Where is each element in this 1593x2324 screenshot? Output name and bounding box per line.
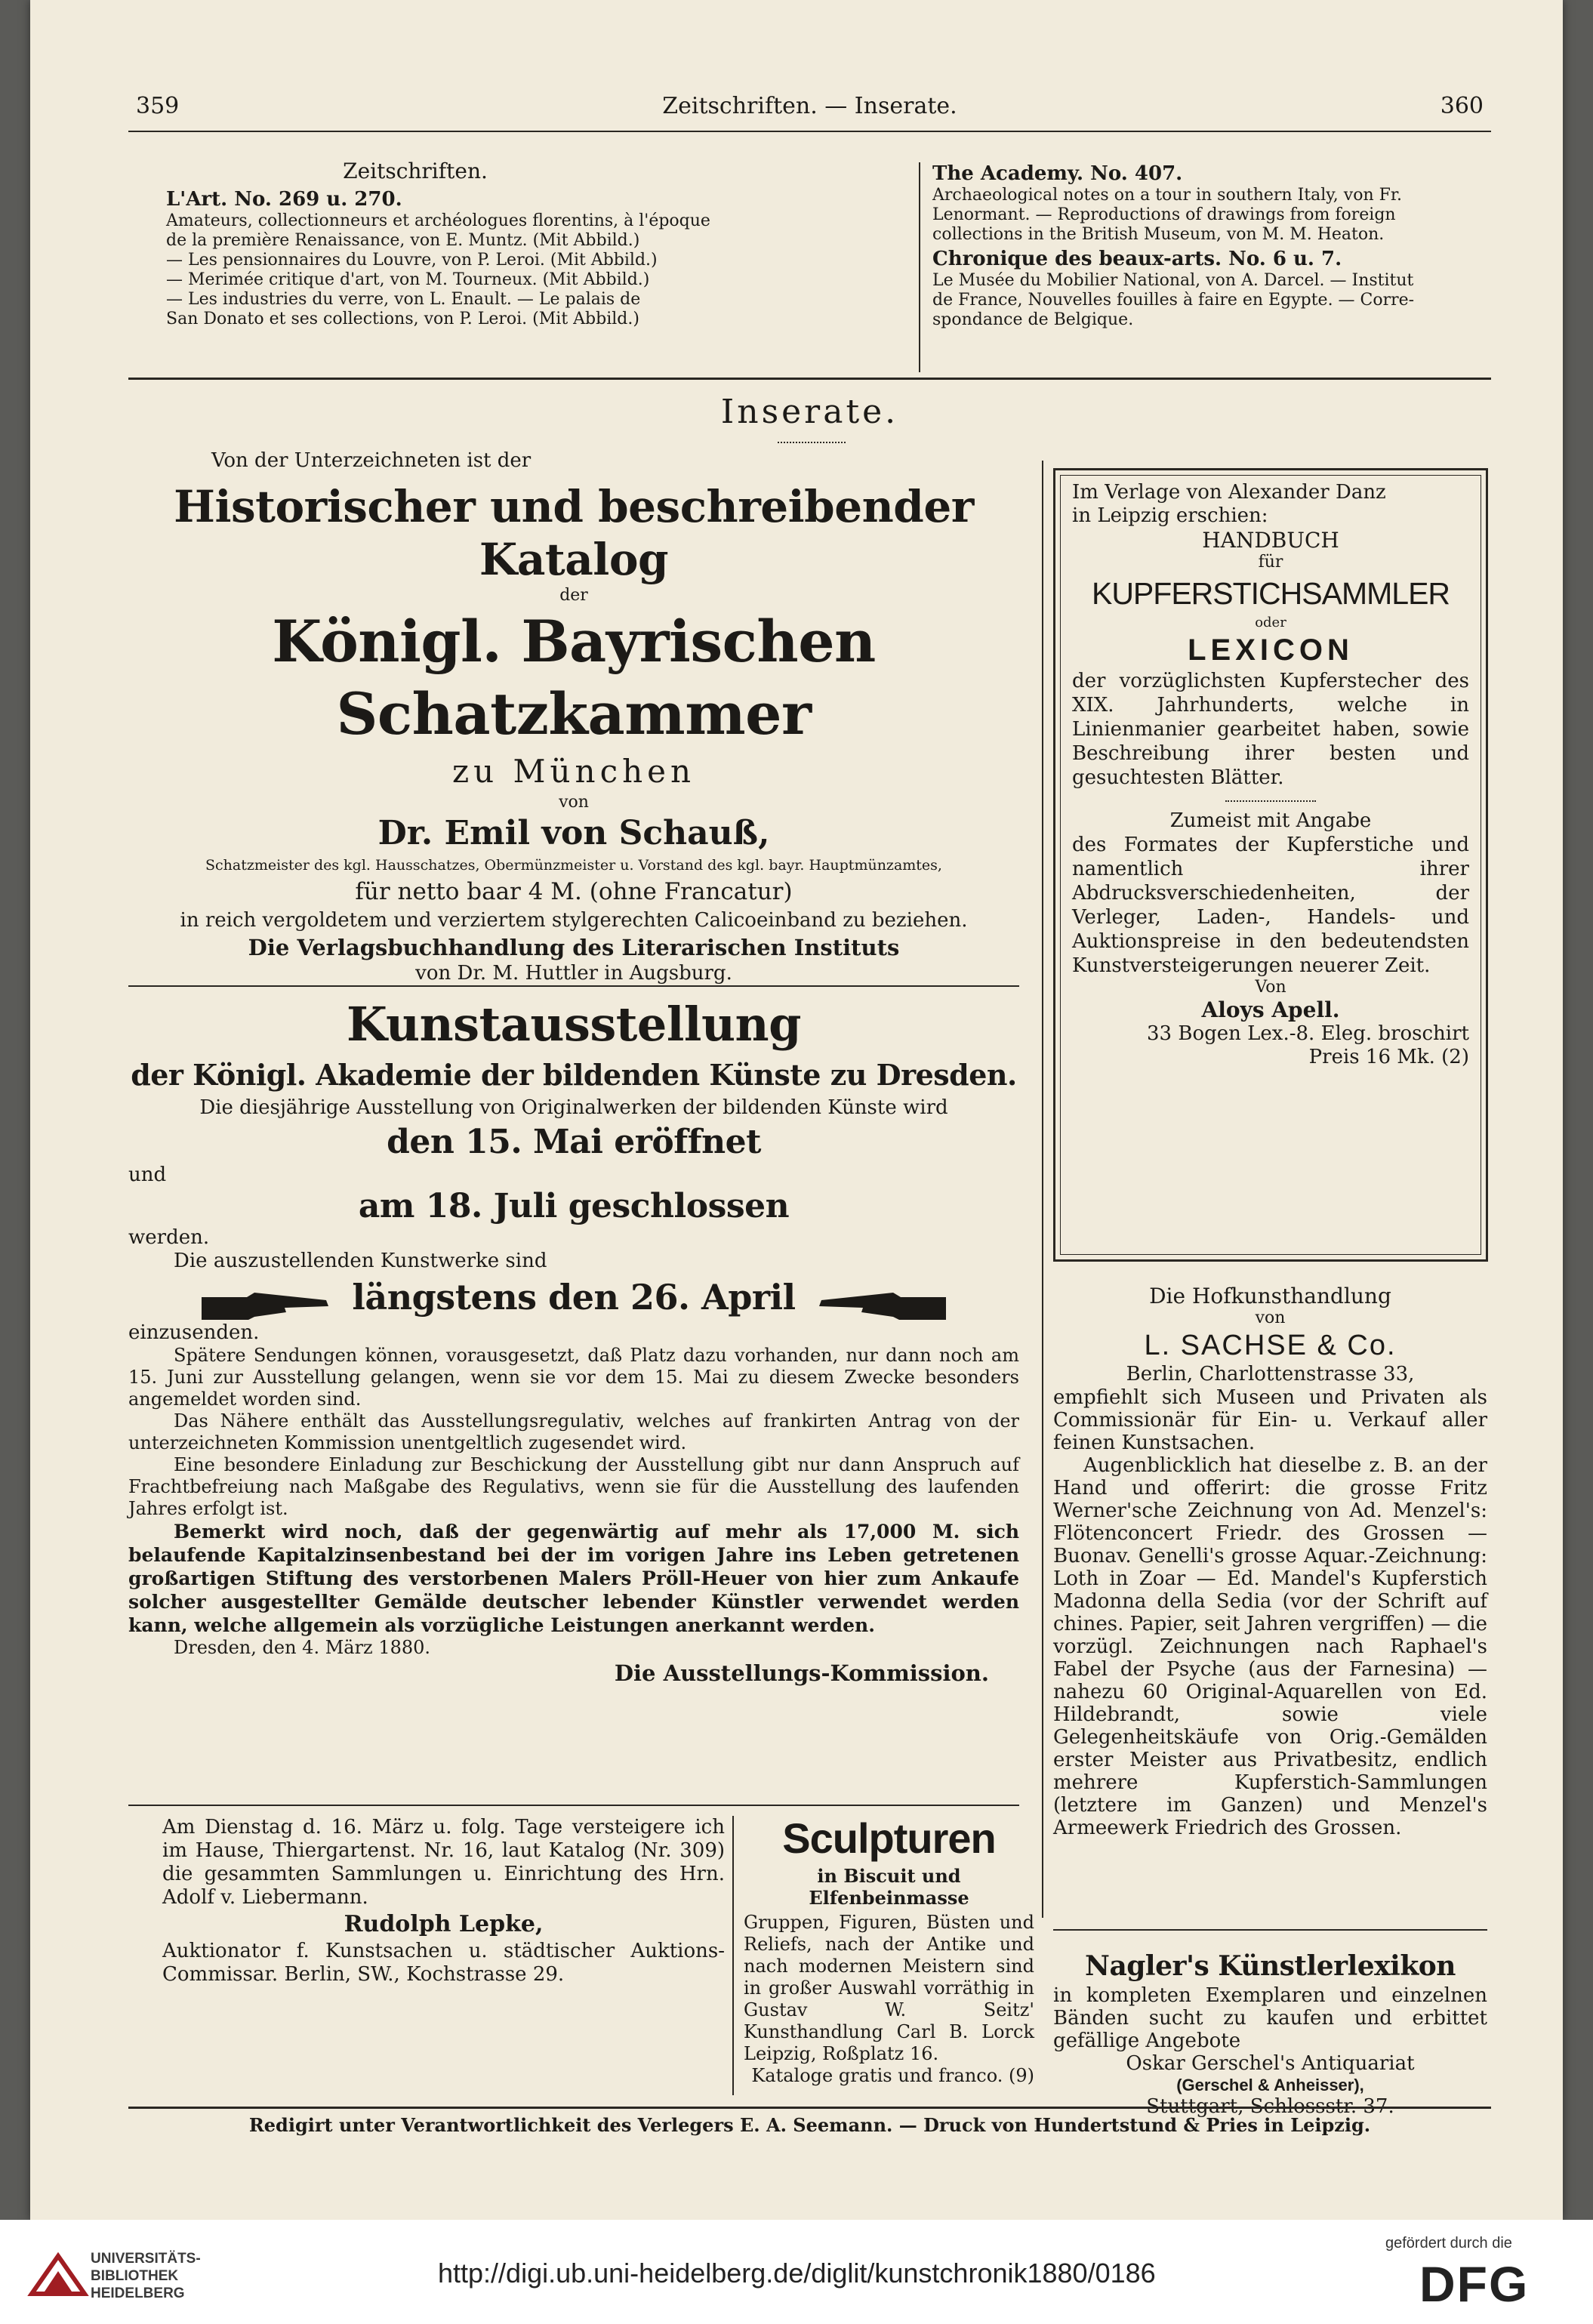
permalink-url[interactable]: http://digi.ub.uni-heidelberg.de/diglit/kunstchronik1880/0186 bbox=[438, 2258, 1156, 2289]
danz-zumeist: Zumeist mit Angabe bbox=[1169, 809, 1372, 832]
chronique-line: Le Musée du Mobilier National, von A. Darcel. — Institut bbox=[932, 271, 1414, 290]
lepke-body-2: Auktionator f. Kunstsachen u. städtischer Auktions-Commissar. Berlin, SW., Kochstrasse 29. bbox=[162, 1940, 725, 1986]
lepke-ad bbox=[162, 1816, 725, 1986]
danz-handbuch: HANDBUCH bbox=[1202, 528, 1339, 553]
academy-line: Lenormant. — Reproductions of drawings from foreign bbox=[932, 205, 1396, 224]
column-divider-bottom bbox=[732, 1816, 734, 2095]
lart-line: — Les industries du verre, von L. Enault. — Le palais de bbox=[166, 290, 641, 309]
page-content bbox=[128, 87, 1491, 2136]
lart-contents bbox=[166, 211, 853, 329]
sachse-firm: L. SACHSE & Co. bbox=[1144, 1330, 1397, 1361]
katalog-schatzkammer: Königl. Bayrischen Schatzkammer bbox=[272, 608, 876, 747]
chronique-line: spondance de Belgique. bbox=[932, 310, 1134, 329]
header-rule bbox=[128, 131, 1491, 132]
zeitschriften-left bbox=[166, 159, 921, 329]
kunst-dated: Dresden, den 4. März 1880. bbox=[174, 1637, 431, 1658]
katalog-city: zu München bbox=[451, 753, 696, 790]
ornament-rule bbox=[778, 442, 846, 443]
kunst-signature: Die Ausstellungs-Kommission. bbox=[614, 1660, 989, 1686]
lart-line: — Merimée critique d'art, von M. Tourneux. (Mit Abbild.) bbox=[166, 270, 650, 289]
page-number-right: 360 bbox=[1440, 93, 1484, 119]
pointing-hand-left-icon bbox=[818, 1290, 946, 1323]
page-number-left: 359 bbox=[136, 93, 180, 119]
danz-body-2: des Formates der Kupferstiche und namentlich ihrer Abdrucksverschiedenheiten, der Verleger, Laden-, Handels- und Auktionspreise in den bedeutendsten Kunstversteigerungen neuerer Zeit. bbox=[1072, 834, 1469, 977]
katalog-intro: Von der Unterzeichneten ist der bbox=[211, 449, 532, 472]
kunst-closing: am 18. Juli geschlossen bbox=[358, 1187, 790, 1225]
danz-line-1: Im Verlage von Alexander Danz bbox=[1072, 481, 1386, 504]
section-rule bbox=[128, 378, 1491, 380]
pointing-hand-right-icon bbox=[202, 1290, 330, 1323]
kunst-kunstwerke: Die auszustellenden Kunstwerke sind bbox=[174, 1250, 547, 1272]
danz-format: 33 Bogen Lex.-8. Eleg. broschirt bbox=[1146, 1022, 1469, 1045]
katalog-binding: in reich vergoldetem und verziertem stylgerechten Calicoeinband zu beziehen. bbox=[180, 909, 968, 932]
katalog-ad bbox=[128, 449, 1019, 985]
kunst-para-4: Bemerkt wird noch, daß der gegenwärtig auf mehr als 17,000 M. sich belaufende Kapitalzinsenbestand bei der im vorigen Jahre ins Leben getretenen großartigen Stiftung des verstorbenen Malers Pröll-Heuer von hier zum Ankaufe solcher ausgestellter Gemälde deutscher lebender Künstler verwendet werden kann, welche allgemein als vorzügliche Leistungen anerkannt werden. bbox=[128, 1521, 1019, 1636]
sachse-line-1: Die Hofkunsthandlung bbox=[1149, 1284, 1391, 1308]
nagler-address: Stuttgart, Schlossstr. 37. bbox=[1146, 2095, 1394, 2118]
nagler-firm-sub: (Gerschel & Anheisser), bbox=[1176, 2076, 1364, 2094]
kunst-deadline-row bbox=[128, 1273, 1019, 1321]
danz-oder: oder bbox=[1255, 615, 1286, 630]
kunst-intro: Die diesjährige Ausstellung von Originalwerken der bildenden Künste wird bbox=[199, 1096, 948, 1119]
library-name-2: BIBLIOTHEK bbox=[91, 2268, 179, 2284]
chronique-contents bbox=[932, 271, 1491, 330]
academy-line: Archaeological notes on a tour in southern Italy, von Fr. bbox=[932, 186, 1402, 205]
sculpturen-sub: in Biscuit und Elfenbeinmasse bbox=[809, 1865, 969, 1909]
katalog-von: von bbox=[559, 793, 589, 812]
katalog-publisher: Die Verlagsbuchhandlung des Literarischen Instituts bbox=[248, 935, 900, 960]
kunst-title: Kunstausstellung bbox=[347, 997, 801, 1052]
nagler-title: Nagler's Künstlerlexikon bbox=[1085, 1950, 1456, 1982]
danz-body-1: der vorzüglichsten Kupferstecher des XIX. Jahrhunderts, welche in Linienmanier gearbeitet haben, sowie Beschreibung ihrer besten und gesuchtesten Blätter. bbox=[1072, 670, 1469, 789]
lart-line: de la première Renaissance, von E. Muntz. (Mit Abbild.) bbox=[166, 231, 640, 250]
danz-kupferstichsammler: KUPFERSTICHSAMMLER bbox=[1091, 576, 1450, 611]
kunstausstellung-ad bbox=[128, 993, 1019, 1688]
funded-by-label: gefördert durch die bbox=[1385, 2235, 1512, 2252]
lepke-body: Am Dienstag d. 16. März u. folg. Tage versteigere ich im Hause, Thiergartenst. Nr. 16, laut Katalog (Nr. 309) die gesammten Sammlungen u. Einrichtung des Hrn. Adolf v. Liebermann. bbox=[162, 1816, 725, 1909]
sachse-address: Berlin, Charlottenstrasse 33, bbox=[1126, 1363, 1415, 1385]
sachse-von: von bbox=[1255, 1308, 1286, 1327]
lart-line: San Donato et ses collections, von P. Leroi. (Mit Abbild.) bbox=[166, 310, 639, 328]
lart-line: — Les pensionnaires du Louvre, von P. Leroi. (Mit Abbild.) bbox=[166, 251, 658, 270]
kunst-opening: den 15. Mai eröffnet bbox=[387, 1123, 761, 1161]
katalog-rule bbox=[128, 985, 1019, 987]
sculpturen-title: Sculpturen bbox=[782, 1814, 996, 1862]
katalog-author-titles: Schatzmeister des kgl. Hausschatzes, Obermünzmeister u. Vorstand des kgl. bayr. Hauptmünzamtes, bbox=[205, 857, 942, 874]
danz-line-2: in Leipzig erschien: bbox=[1072, 504, 1268, 527]
kunst-und: und bbox=[128, 1164, 167, 1186]
sculpturen-last: Kataloge gratis und franco. (9) bbox=[751, 2065, 1034, 2086]
inserate-title: Inserate. bbox=[720, 393, 899, 431]
column-divider-right bbox=[1042, 461, 1043, 1918]
university-seal-icon bbox=[24, 2248, 92, 2301]
chronique-heading: Chronique des beaux-arts. No. 6 u. 7. bbox=[932, 248, 1342, 270]
kunst-einzusenden: einzusenden. bbox=[128, 1321, 260, 1344]
danz-ad-box bbox=[1053, 468, 1488, 1262]
kunst-para-2: Das Nähere enthält das Ausstellungsregulativ, welches auf frankirten Antrag von der unterzeichneten Kommission unentgeltlich zugesendet wird. bbox=[128, 1410, 1019, 1453]
kunst-deadline: längstens den 26. April bbox=[352, 1277, 796, 1318]
sachse-ad bbox=[1053, 1284, 1487, 1839]
katalog-author: Dr. Emil von Schauß, bbox=[377, 814, 770, 852]
sachse-body-2: Augenblicklich hat dieselbe z. B. an der Hand und offerirt: die grosse Fritz Werner'sche Zeichnung von Ad. Menzel's: Flötenconcert Friedr. des Grossen — Buonav. Genelli's grosse Aquar.-Zeichnung: Loth in Zoar — Ed. Mandel's Kupferstich Madonna della Sedia (vor der Schrift auf chines. Papier, seit Jahren vergriffen) — die vorzügl. Zeichnungen nach Raphael's Fabel der Psyche (aus der Farnesina) — nahezu 60 Original-Aquarellen von Ed. Hildebrandt, sowie viele Gelegenheitskäufe von Orig.-Gemälden erster Meister aus Privatbesitz, endlich mehrere Kupferstich-Sammlungen (letztere im Ganzen) und Menzel's Armeewerk Friedrich des Grossen. bbox=[1053, 1454, 1487, 1839]
kunst-subtitle: der Königl. Akademie der bildenden Künste zu Dresden. bbox=[131, 1058, 1017, 1092]
sachse-rule bbox=[1053, 1929, 1487, 1931]
lepke-name: Rudolph Lepke, bbox=[344, 1911, 544, 1937]
column-divider-top bbox=[919, 162, 920, 372]
chronique-line: de France, Nouvelles fouilles à faire en Egypte. — Corre- bbox=[932, 291, 1415, 310]
danz-price: Preis 16 Mk. (2) bbox=[1308, 1046, 1469, 1068]
katalog-der: der bbox=[559, 586, 588, 605]
katalog-price: für netto baar 4 M. (ohne Francatur) bbox=[355, 878, 793, 905]
lart-line: Amateurs, collectionneurs et archéologues florentins, à l'époque bbox=[166, 211, 710, 230]
nagler-body: in kompleten Exemplaren und einzelnen Bänden sucht zu kaufen und erbittet gefällige Angebote bbox=[1053, 1984, 1487, 2052]
kunst-rule bbox=[128, 1805, 1019, 1806]
danz-fuer: für bbox=[1258, 553, 1283, 572]
danz-ad bbox=[1072, 481, 1469, 1069]
nagler-ad bbox=[1053, 1948, 1487, 2119]
zeitschriften-right bbox=[932, 162, 1491, 330]
katalog-publisher-place: von Dr. M. Huttler in Augsburg. bbox=[415, 962, 732, 985]
library-name-1: UNIVERSITÄTS- bbox=[91, 2251, 201, 2267]
running-header bbox=[128, 87, 1491, 125]
danz-von: Von bbox=[1255, 978, 1286, 997]
dfg-logo: DFG bbox=[1419, 2256, 1530, 2312]
danz-author: Aloys Apell. bbox=[1201, 997, 1340, 1022]
katalog-title: Historischer und beschreibender Katalog bbox=[174, 481, 974, 585]
danz-lexicon: LEXICON bbox=[1188, 633, 1354, 667]
running-title: Zeitschriften. — Inserate. bbox=[662, 93, 957, 119]
imprint-rule bbox=[128, 2107, 1491, 2109]
nagler-firm: Oskar Gerschel's Antiquariat bbox=[1126, 2052, 1415, 2075]
kunst-para-3: Eine besondere Einladung zur Beschickung der Ausstellung gibt nur dann Anspruch auf Frachtbefreiung nach Maßgabe des Regulativs, wenn sie für die Ausstellung des laufenden Jahres erfolgt ist. bbox=[128, 1454, 1019, 1519]
library-name-3: HEIDELBERG bbox=[91, 2285, 185, 2301]
library-footer bbox=[0, 2220, 1593, 2324]
kunst-para-1: Spätere Sendungen können, vorausgesetzt, daß Platz dazu vorhanden, nur dann noch am 15. Juni zur Ausstellung gelangen, wenn sie vor dem 15. Mai zu diesem Zwecke besonders angemeldet worden sind. bbox=[128, 1345, 1019, 1410]
sachse-body-1: empfiehlt sich Museen und Privaten als Commissionär für Ein- u. Verkauf aller feinen Kunstsachen. bbox=[1053, 1386, 1487, 1454]
sculpturen-ad bbox=[744, 1812, 1034, 2087]
sculpturen-body: Gruppen, Figuren, Büsten und Reliefs, nach der Antike und nach modernen Meistern sind in großer Auswahl vorräthig in Gustav W. Seitz' Kunsthandlung Carl B. Lorck Leipzig, Roßplatz 16. bbox=[744, 1912, 1034, 2064]
library-name bbox=[91, 2250, 201, 2302]
academy-heading: The Academy. No. 407. bbox=[932, 162, 1183, 185]
imprint: Redigirt unter Verantwortlichkeit des Verlegers E. A. Seemann. — Druck von Hundertstund & Pries in Leipzig. bbox=[248, 2114, 1371, 2136]
kunst-werden: werden. bbox=[128, 1226, 210, 1249]
academy-line: collections in the British Museum, von M. M. Heaton. bbox=[932, 225, 1385, 244]
academy-contents bbox=[932, 186, 1491, 245]
lart-heading: L'Art. No. 269 u. 270. bbox=[166, 188, 402, 211]
danz-ornament bbox=[1225, 800, 1316, 802]
zeitschriften-title: Zeitschriften. bbox=[343, 159, 488, 183]
